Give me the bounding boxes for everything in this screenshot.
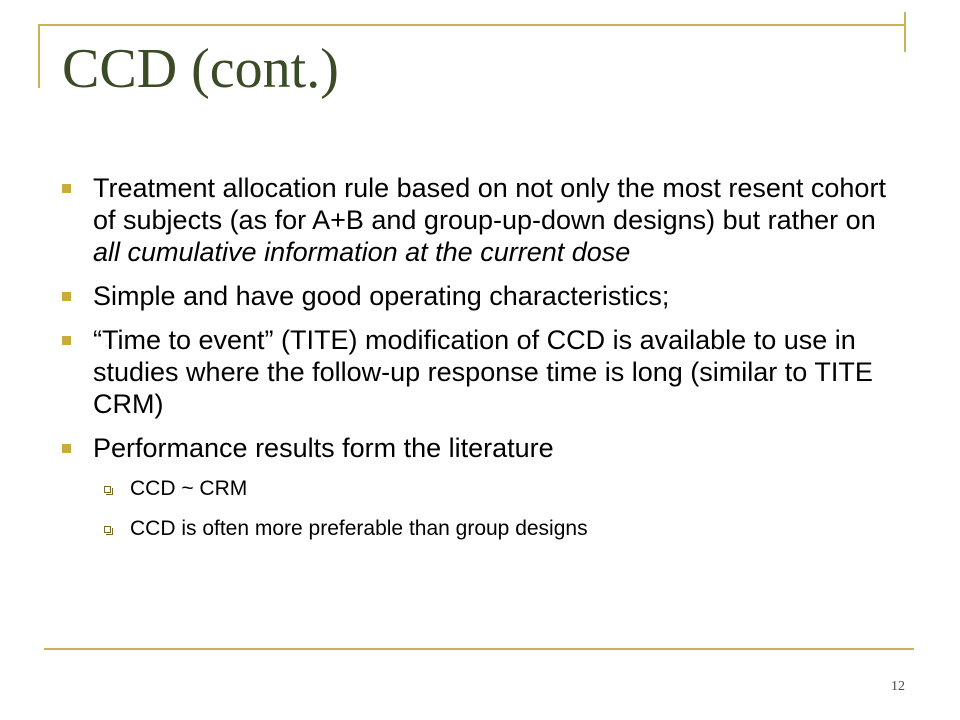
- hollow-square-bullet-icon: [104, 526, 111, 533]
- sub-bullet-text: CCD is often more preferable than group designs: [130, 517, 588, 540]
- bullet-text: “Time to event” (TITE) modification of CCD is available to use in studies where the follow-up response time is long (similar to TITE CRM): [93, 325, 873, 419]
- bullet-text: Treatment allocation rule based on not only the most resent cohort of subjects (as for A+B and group-up-down designs) but rather on: [93, 173, 886, 235]
- page-number: 12: [891, 679, 905, 694]
- top-right-accent-line: [904, 12, 906, 52]
- sub-bullet-item-ccd-crm: [60, 476, 910, 502]
- slide-title: CCD (cont.): [62, 38, 339, 100]
- sub-bullet-item-ccd-preferable: [60, 516, 910, 542]
- square-bullet-icon: [62, 444, 71, 453]
- bullet-emphasis-text: all cumulative information at the current dose: [93, 237, 631, 267]
- square-bullet-icon: [62, 336, 71, 345]
- bullet-text: Simple and have good operating characteristics;: [93, 281, 670, 311]
- bullet-list: [60, 172, 910, 556]
- left-accent-line: [38, 24, 40, 88]
- square-bullet-icon: [62, 292, 71, 301]
- square-bullet-icon: [62, 184, 71, 193]
- top-divider-line: [38, 24, 906, 26]
- bullet-item-performance: [60, 432, 910, 464]
- hollow-square-bullet-icon: [104, 486, 111, 493]
- sub-bullet-text: CCD ~ CRM: [130, 477, 248, 500]
- bottom-divider-line: [44, 648, 914, 650]
- bullet-item-tite: [60, 324, 910, 420]
- bullet-text: Performance results form the literature: [93, 433, 554, 463]
- bullet-item-simple: [60, 280, 910, 312]
- bullet-item-allocation-rule: [60, 172, 910, 268]
